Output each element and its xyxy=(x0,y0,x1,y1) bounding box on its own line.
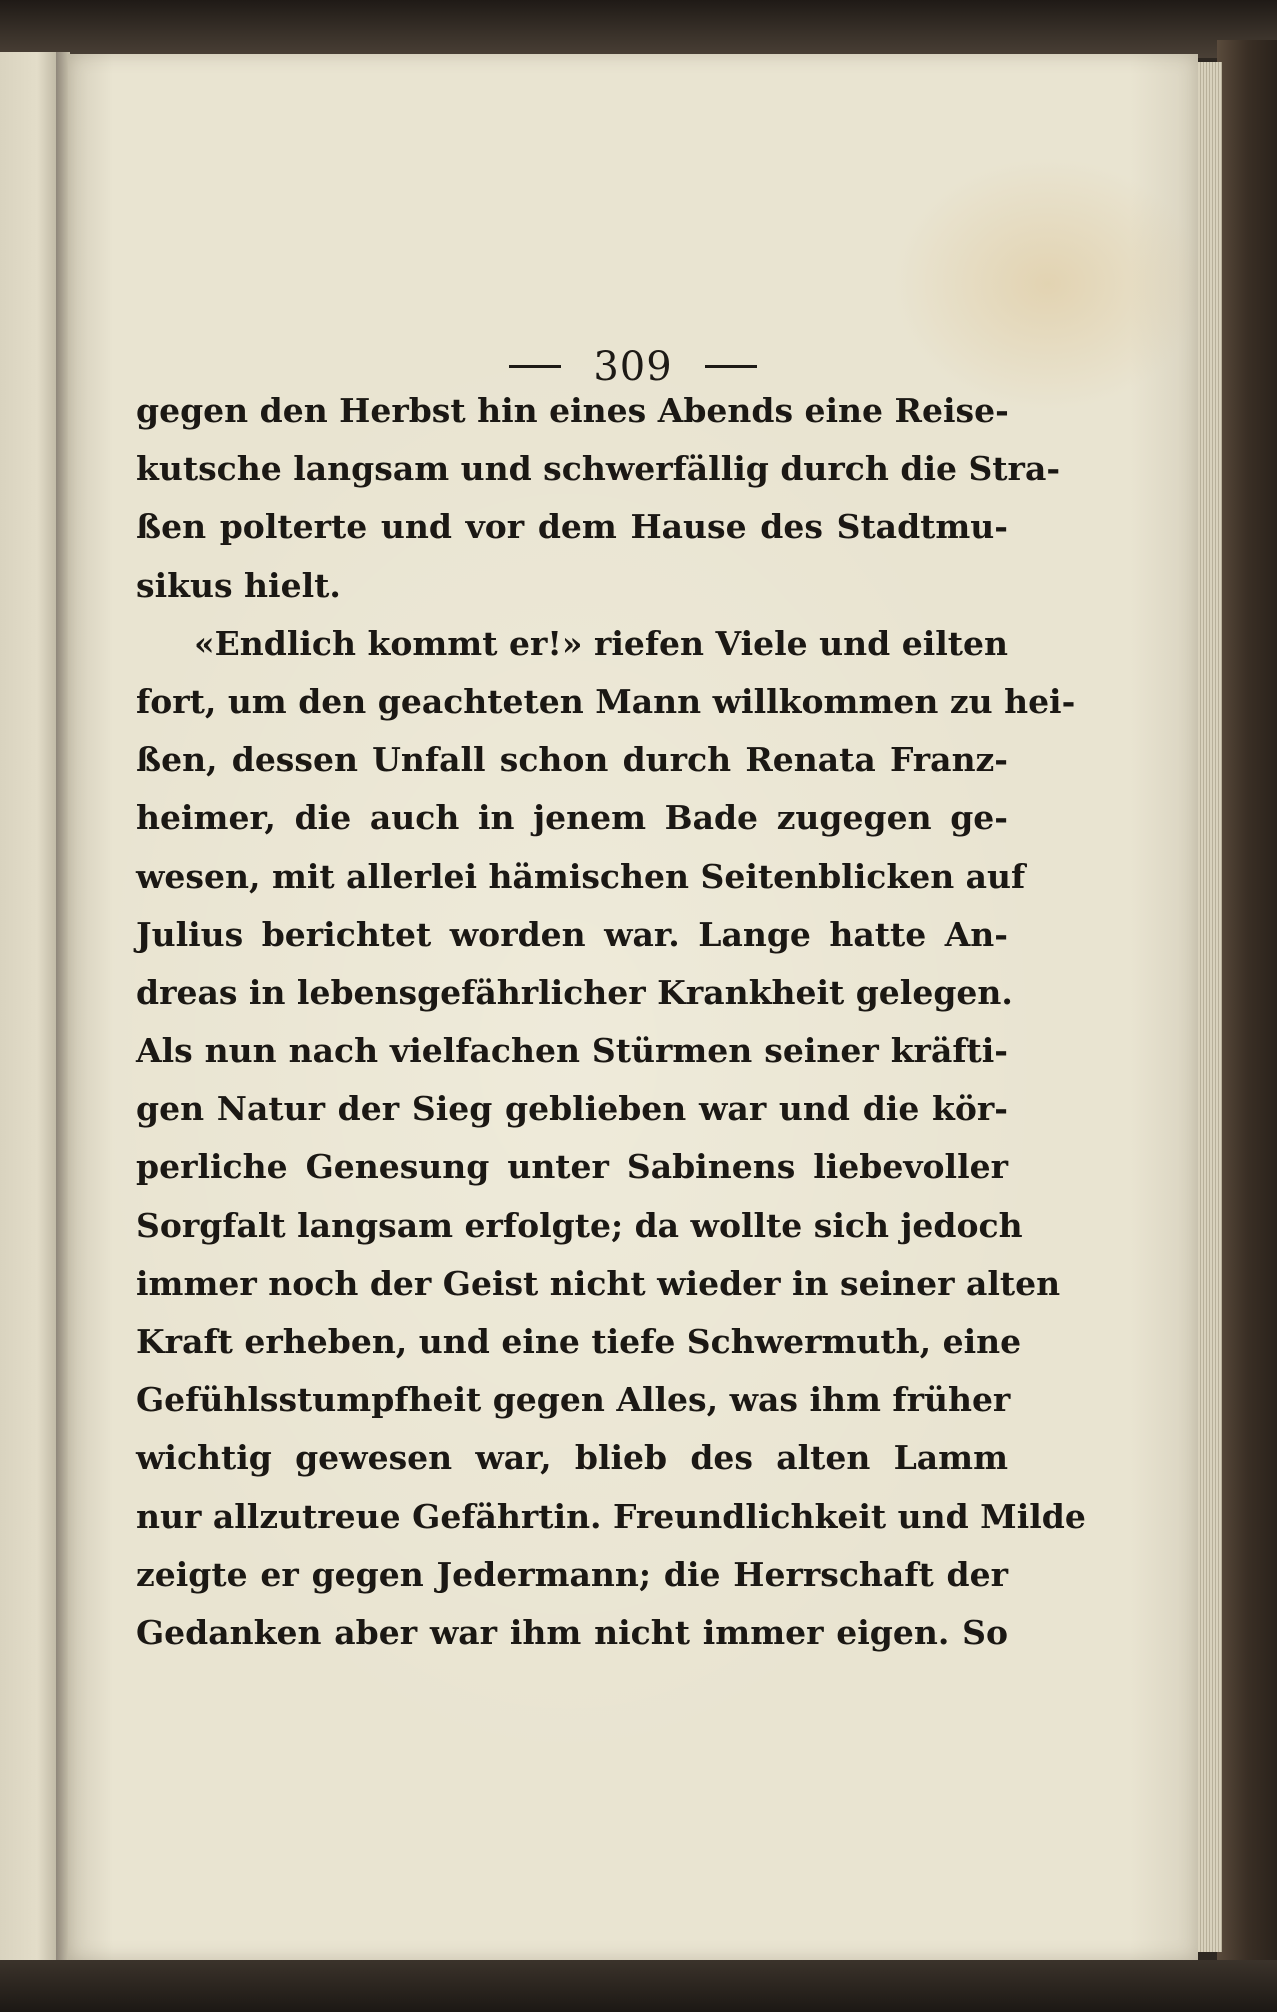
text-line: sikus hielt. xyxy=(136,565,341,605)
text-line: immer noch der Geist nicht wieder in seiner alten xyxy=(136,1263,1061,1303)
text-line: nur allzutreue Gefährtin. Freundlichkeit und Milde xyxy=(136,1496,1086,1536)
book-binding-bottom xyxy=(0,1960,1277,2012)
page-number-dash-right xyxy=(705,365,757,368)
text-line: heimer, die auch in jenem Bade zugegen ge- xyxy=(136,798,1008,838)
text-line: Kraft erheben, und eine tiefe Schwermuth, eine xyxy=(136,1322,1022,1361)
book-binding-top xyxy=(0,0,1277,58)
text-line: fort, um den geachteten Mann willkommen zu hei- xyxy=(136,681,1076,721)
text-line: gen Natur der Sieg geblieben war und die kör- xyxy=(136,1089,1008,1129)
text-line: Gedanken aber war ihm nicht immer eigen. So xyxy=(136,1612,1008,1652)
facing-page-edge xyxy=(0,52,62,1962)
text-line: ßen polterte und vor dem Hause des Stadtmu- xyxy=(136,507,1008,547)
text-line: perliche Genesung unter Sabinens liebevoller xyxy=(136,1147,1008,1187)
text-line: ßen, dessen Unfall schon durch Renata Franz- xyxy=(136,740,1008,780)
text-line: Sorgfalt langsam erfolgte; da wollte sich jedoch xyxy=(136,1205,1023,1245)
page-number-value: 309 xyxy=(593,344,673,390)
text-line: Als nun nach vielfachen Stürmen seiner kräfti- xyxy=(136,1031,1008,1071)
text-line: zeigte er gegen Jedermann; die Herrschaft der xyxy=(136,1554,1008,1594)
text-line: kutsche langsam und schwerfällig durch die Stra- xyxy=(136,449,1061,489)
page-number-dash-left xyxy=(509,365,561,368)
text-line: dreas in lebensgefährlicher Krankheit gelegen. xyxy=(136,972,1013,1012)
text-line: wichtig gewesen war, blieb des alten Lamm xyxy=(136,1438,1008,1478)
text-line: gegen den Herbst hin eines Abends eine Reise- xyxy=(136,391,1009,430)
text-line: «Endlich kommt er!» riefen Viele und eilten xyxy=(194,623,1008,663)
body-text xyxy=(136,382,1086,1662)
book-cover-edge xyxy=(1217,40,1277,1970)
text-line: Gefühlsstumpfheit gegen Alles, was ihm früher xyxy=(136,1380,1011,1420)
text-line: Julius berichtet worden war. Lange hatte An- xyxy=(136,914,1008,954)
text-line: wesen, mit allerlei hämischen Seitenblicken auf xyxy=(136,856,1026,896)
